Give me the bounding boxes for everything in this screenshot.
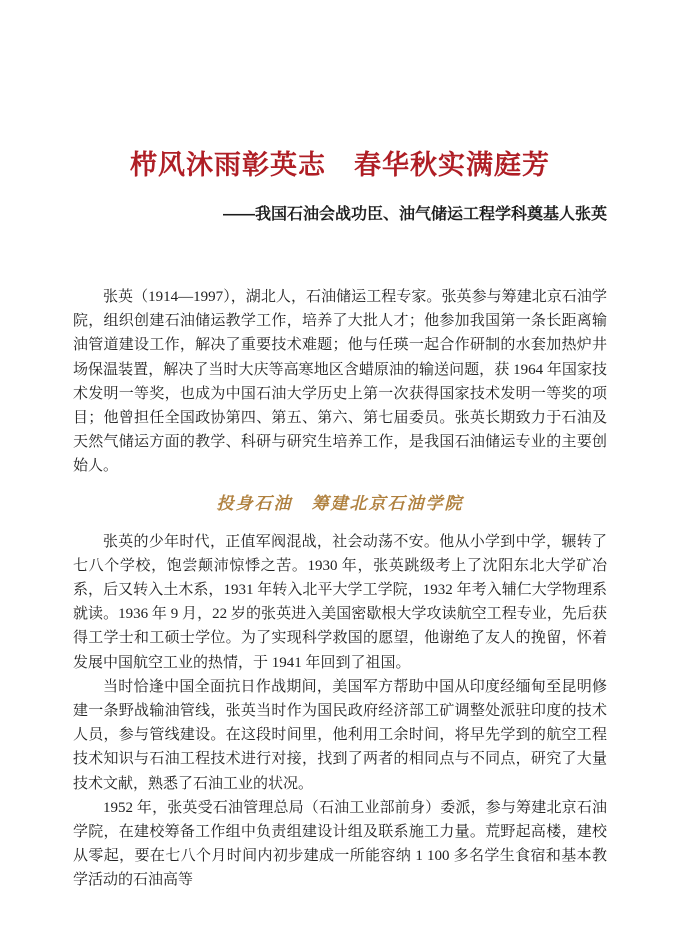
section-paragraph-2: 当时恰逢中国全面抗日作战期间，美国军方帮助中国从印度经缅甸至昆明修建一条野战输油管线，张英当时作为国民政府经济部工矿调整处派驻印度的技术人员，参与管线建设。在这段时间里，他利用工余时间，将早先学到的航空工程技术知识与石油工程技术进行对接，找到了两者的相同点与不同点，研究了大量技术文献，熟悉了石油工业的状况。 (73, 678, 607, 792)
page-title: 栉风沐雨彰英志 春华秋实满庭芳 (130, 150, 550, 180)
article-body (73, 285, 607, 893)
section-paragraph-1: 张英的少年时代，正值军阀混战，社会动荡不安。他从小学到中学，辗转了七八个学校，饱尝颠沛惊悸之苦。1930 年，张英跳级考上了沈阳东北大学矿冶系，后又转入土木系，1931 年转入北平大学工学院，1932 年考入辅仁大学物理系就读。1936 年 9 月，22 岁的张英进入美国密歇根大学攻读航空工程专业，先后获得工学士和工硕士学位。为了实现科学救国的愿望，他谢绝了友人的挽留，怀着发展中国航空工业的热情，于 1941 年回到了祖国。 (73, 533, 607, 671)
section-heading: 投身石油 筹建北京石油学院 (216, 493, 464, 513)
section-paragraph-3: 1952 年，张英受石油管理总局（石油工业部前身）委派，参与筹建北京石油学院，在建校筹备工作组中负责组建设计组及联系施工力量。荒野起高楼，建校从零起，要在七八个月时间内初步建成一所能容纳 1 100 多名学生食宿和基本教学活动的石油高等 (73, 799, 607, 889)
intro-paragraph: 张英（1914—1997），湖北人，石油储运工程专家。张英参与筹建北京石油学院，组织创建石油储运教学工作，培养了大批人才；他参加我国第一条长距离输油管道建设工作，解决了重要技术难题；他与任瑛一起合作研制的水套加热炉井场保温装置，解决了当时大庆等高寒地区含蜡原油的输送问题，获 1964 年国家技术发明一等奖，也成为中国石油大学历史上第一次获得国家技术发明一等奖的项目；他曾担任全国政协第四、第五、第六、第七届委员。张英长期致力于石油及天然气储运方面的教学、科研与研究生培养工作，是我国石油储运专业的主要创始人。 (73, 289, 607, 475)
article-subtitle: ——我国石油会战功臣、油气储运工程学科奠基人张英 (222, 206, 607, 223)
